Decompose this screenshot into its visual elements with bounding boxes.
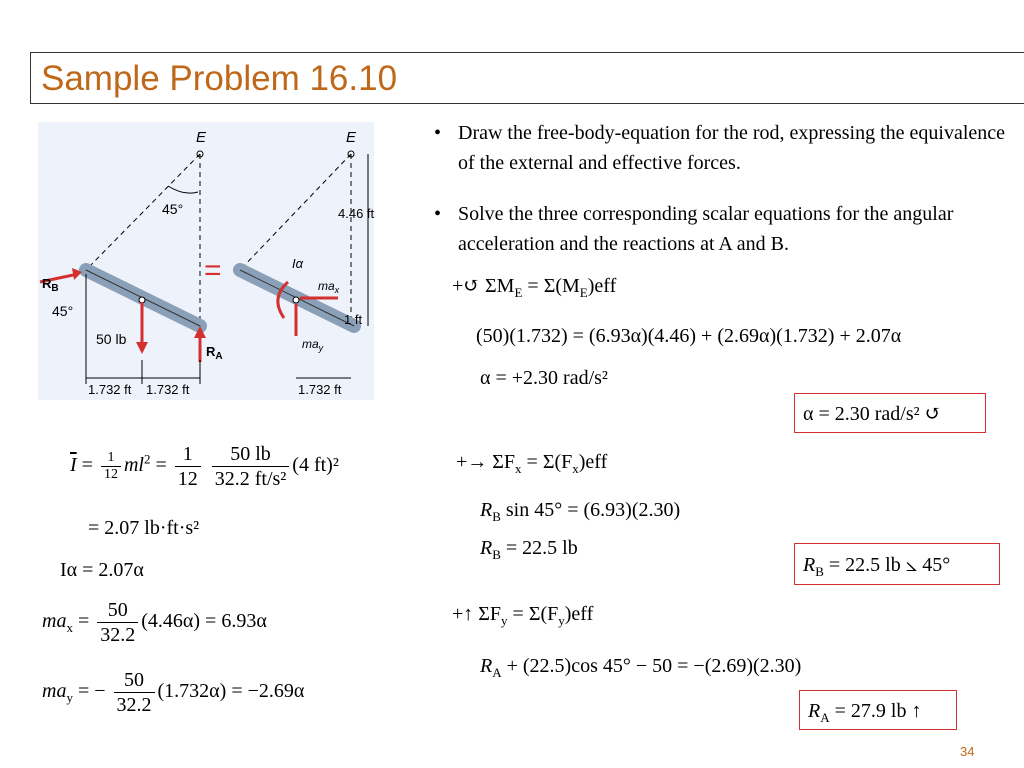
- bullet-dot-icon: •: [434, 203, 442, 225]
- rb-equation-2: $R_B = 22.5$ lb: [480, 537, 578, 562]
- alpha-equation: α = +2.30 rad/s²: [480, 367, 608, 389]
- bullet-dot-icon: •: [434, 122, 442, 144]
- fx-sum-equation: +→ $\Sigma F_x = \Sigma(F_x)eff$: [456, 451, 608, 476]
- weight-label: 50 lb: [96, 331, 127, 347]
- couple-label: Iα: [292, 256, 304, 271]
- rb-result: $R_B = 22.5$ lb ⦣ 45°: [803, 554, 951, 579]
- equals-sign: =: [204, 254, 222, 287]
- inertia-result: = 2.07 lb·ft·s²: [88, 517, 200, 539]
- ra-result: $R_A = 27.9$ lb ↑: [808, 700, 922, 725]
- left-angle-bottom: 45°: [52, 303, 74, 319]
- left-angle-top: 45°: [162, 201, 184, 217]
- page-number: 34: [960, 744, 975, 759]
- max-label: $ma_x$: [318, 279, 340, 295]
- right-dim-label: 1.732 ft: [298, 382, 342, 397]
- bullet-item: • Draw the free-body-equation for the rod, expressing the equivalence of the external and effective forces.: [432, 118, 1017, 178]
- dim-left-label: 1.732 ft: [88, 382, 132, 397]
- bullet-item: • Solve the three corresponding scalar equations for the angular acceleration and the reactions at A and B.: [432, 199, 1017, 259]
- free-body-diagram: [38, 122, 374, 400]
- slide-title: Sample Problem 16.10: [41, 59, 398, 98]
- ra-label: $R_A$: [206, 344, 223, 362]
- inertia-equation: $\overline{I}$ = $\frac{1}{12}$ $ml^2$ = $\frac{1}{12}$ $\frac{50 lb}{\text{32.2 ft/s²}}$ (4 ft)²: [70, 443, 339, 490]
- may-label: $ma_y$: [302, 337, 324, 353]
- rb-label: $R_B$: [42, 276, 59, 294]
- ra-result-box: [799, 690, 957, 730]
- height-upper-label: 4.46 ft: [338, 206, 374, 221]
- rb-result-box: [794, 543, 1000, 585]
- moment-sum-equation: +↺ $\Sigma M_E = \Sigma(M_E)eff$: [452, 275, 617, 300]
- right-point-e-label: E: [346, 129, 357, 146]
- bullet-list: [432, 118, 1017, 280]
- max-equation: $ma_x$ = $\frac{50}{32.2}$ (4.46α) = 6.93α: [42, 599, 267, 646]
- height-lower-label: 1 ft: [344, 312, 363, 327]
- alpha-result-box: [794, 393, 986, 433]
- left-point-e-label: E: [196, 129, 207, 146]
- moment-numeric-equation: (50)(1.732) = (6.93α)(4.46) + (2.69α)(1.732) + 2.07α: [476, 325, 902, 347]
- dim-right-label: 1.732 ft: [146, 382, 190, 397]
- ra-equation: $R_A + (22.5)\cos$ 45° − 50 = −(2.69)(2.30): [480, 655, 802, 680]
- i-alpha-equation: Iα = 2.07α: [60, 559, 144, 581]
- rb-equation-1: $R_B$ sin 45° = (6.93)(2.30): [480, 499, 681, 524]
- title-box: [30, 52, 1024, 104]
- fy-sum-equation: +↑ $\Sigma F_y = \Sigma(F_y)eff$: [452, 603, 594, 628]
- may-equation: $ma_y$ = − $\frac{50}{32.2}$ (1.732α) = −2.69α: [42, 669, 305, 716]
- right-center-pin-icon: [293, 297, 299, 303]
- alpha-result: α = 2.30 rad/s² ↺: [803, 403, 942, 425]
